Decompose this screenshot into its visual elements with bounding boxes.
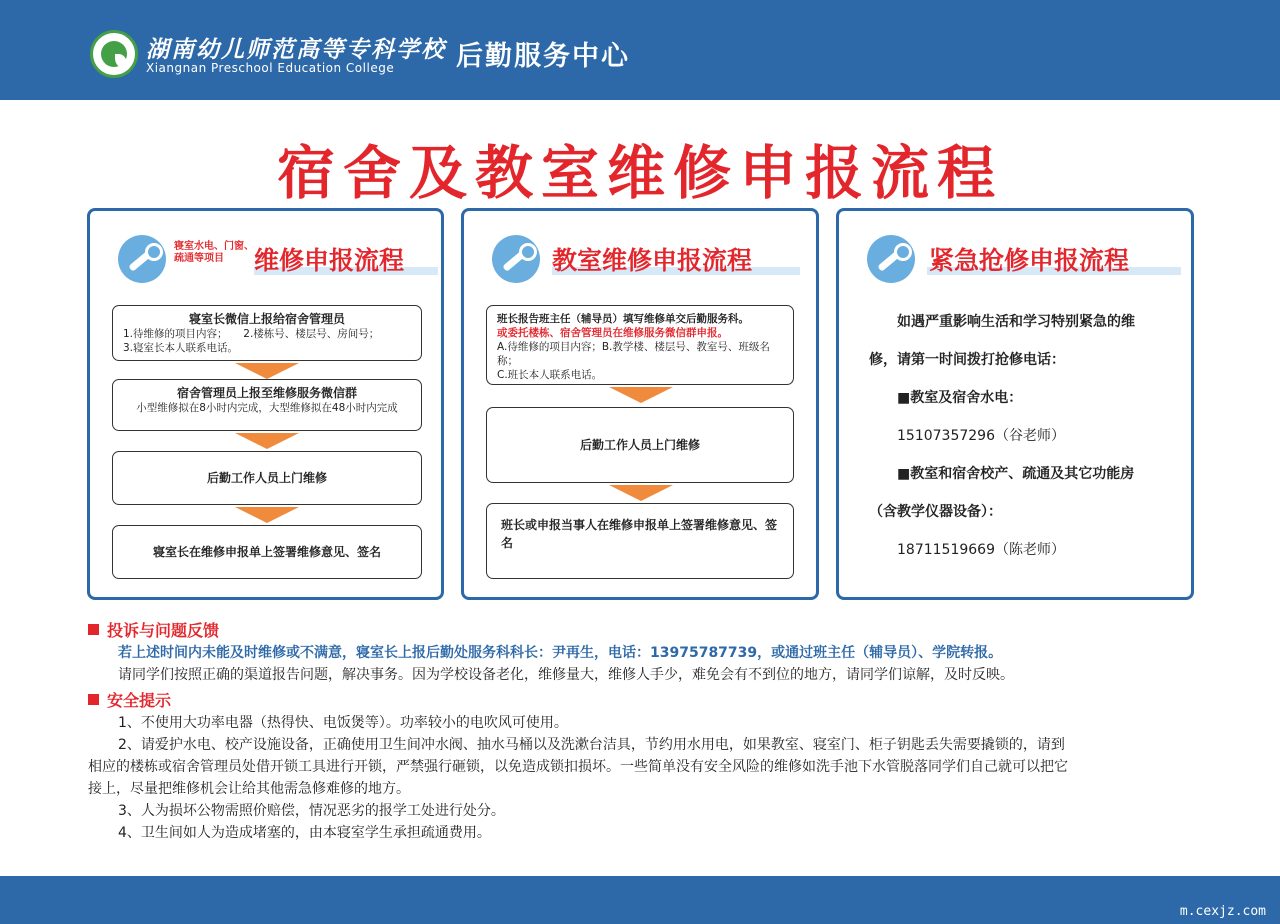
school-name-en: Xiangnan Preschool Education College <box>146 61 395 75</box>
classroom-step-1-title: 班长报告班主任（辅导员）填写维修单交后勤服务科。 <box>497 313 749 325</box>
school-name-cn: 湖南幼儿师范高等专科学校 <box>146 36 446 63</box>
safety-line-4: 接上，尽量把维修机会让给其他需急修难修的地方。 <box>88 781 410 797</box>
dorm-step-1-note-1: 1.待维修的项目内容； 2.楼栋号、楼层号、房间号； <box>123 328 380 340</box>
school-logo-icon <box>90 30 138 78</box>
wrench-icon <box>867 235 915 283</box>
dorm-step-3 <box>112 451 422 505</box>
dorm-panel-heading: 维修申报流程 <box>254 246 405 275</box>
wrench-icon <box>118 235 166 283</box>
classroom-step-1-note-1: A.待维修的项目内容；B.教学楼、楼层号、教室号、班级名称； <box>497 341 770 367</box>
classroom-step-2-title: 后勤工作人员上门维修 <box>579 438 700 452</box>
dorm-step-1 <box>112 305 422 361</box>
classroom-step-1-note-2: C.班长本人联系电话。 <box>497 369 603 381</box>
safety-line-1: 1、不使用大功率电器（热得快、电饭煲等）。功率较小的电吹风可使用。 <box>118 715 568 731</box>
dorm-step-4 <box>112 525 422 579</box>
complaint-text: 请同学们按照正确的渠道报告问题，解决事务。因为学校设备老化，维修量大，维修人手少，难免会有不到位的地方，请同学们谅解，及时反映。 <box>118 667 1014 683</box>
complaint-title: 投诉与问题反馈 <box>107 621 220 640</box>
safety-title: 安全提示 <box>107 691 172 710</box>
service-center-name: 后勤服务中心 <box>456 41 630 72</box>
classroom-repair-panel <box>461 208 819 600</box>
safety-line-2: 2、请爱护水电、校产设施设备，正确使用卫生间冲水阀、抽水马桶以及洗漱台洁具，节约用水用电，如果教室、寝室门、柜子钥匙丢失需要撬锁的，请到 <box>118 737 1065 753</box>
safety-line-3: 相应的楼栋或宿舍管理员处借开锁工具进行开锁，严禁强行砸锁，以免造成锁扣损坏。一些简单没有安全风险的维修如洗手池下水管脱落同学们自己就可以把它 <box>88 759 1068 775</box>
emergency-repair-panel <box>836 208 1194 600</box>
wrench-icon <box>492 235 540 283</box>
emergency-line-5: ■教室和宿舍校产、疏通及其它功能房 <box>897 466 1135 482</box>
emergency-panel-heading: 紧急抢修申报流程 <box>929 246 1130 275</box>
dorm-step-3-title: 后勤工作人员上门维修 <box>206 471 327 485</box>
emergency-line-1: 如遇严重影响生活和学习特别紧急的维 <box>897 314 1135 330</box>
emergency-line-2: 修，请第一时间拨打抢修电话： <box>869 352 1065 368</box>
classroom-step-2 <box>486 407 794 483</box>
classroom-step-1 <box>486 305 794 385</box>
safety-heading <box>88 688 171 711</box>
page-title: 宿舍及教室维修申报流程 <box>276 139 1003 207</box>
footer-banner <box>0 876 1280 924</box>
dorm-step-2-title: 宿舍管理员上报至维修服务微信群 <box>176 386 357 400</box>
safety-line-5: 3、人为损坏公物需照价赔偿，情况恶劣的报学工处进行处分。 <box>118 803 505 819</box>
emergency-line-3: ■教室及宿舍水电： <box>897 390 1023 406</box>
dorm-panel-tag: 寝室水电、门窗、疏通等项目 <box>174 241 254 264</box>
complaint-highlight: 若上述时间内未能及时维修或不满意，寝室长上报后勤处服务科科长：尹再生，电话：13975787739，或通过班主任（辅导员）、学院转报。 <box>118 645 1003 661</box>
classroom-step-3-title: 班长或申报当事人在维修申报单上签署维修意见、签名 <box>501 518 778 550</box>
dorm-step-2 <box>112 379 422 431</box>
flow-arrow-icon <box>235 363 299 379</box>
dorm-step-2-note: 小型维修拟在8小时内完成，大型维修拟在48小时内完成 <box>136 402 398 414</box>
watermark: m.cexjz.com <box>1179 904 1266 919</box>
flow-arrow-icon <box>235 433 299 449</box>
classroom-panel-heading: 教室维修申报流程 <box>552 246 753 275</box>
safety-line-6: 4、卫生间如人为造成堵塞的，由本寝室学生承担疏通费用。 <box>118 825 491 841</box>
flow-arrow-icon <box>609 485 673 501</box>
dorm-step-1-note-2: 3.寝室长本人联系电话。 <box>123 342 239 354</box>
classroom-step-1-alt: 或委托楼栋、宿舍管理员在维修服务微信群申报。 <box>497 327 728 339</box>
dorm-step-4-title: 寝室长在维修申报单上签署维修意见、签名 <box>152 545 381 559</box>
classroom-step-3 <box>486 503 794 579</box>
dorm-step-1-title: 寝室长微信上报给宿舍管理员 <box>188 312 345 326</box>
flow-arrow-icon <box>609 387 673 403</box>
emergency-phone-2: 18711519669（陈老师） <box>897 542 1065 558</box>
emergency-line-6: （含教学仪器设备）： <box>869 504 1002 520</box>
complaint-heading <box>88 618 219 641</box>
header-banner <box>0 0 1280 100</box>
dorm-repair-panel <box>87 208 444 600</box>
flow-arrow-icon <box>235 507 299 523</box>
emergency-phone-1: 15107357296（谷老师） <box>897 428 1065 444</box>
